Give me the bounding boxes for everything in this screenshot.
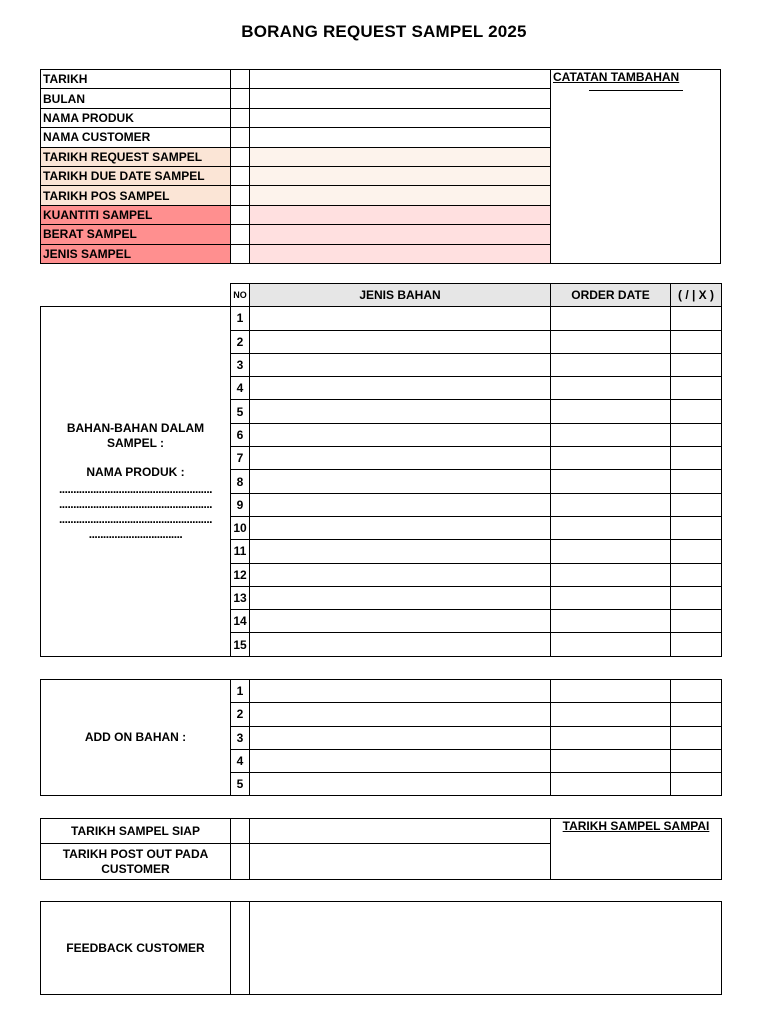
jenis-bahan-cell[interactable] xyxy=(250,516,551,539)
addon-bahan-cell[interactable] xyxy=(250,726,551,749)
notes-underline xyxy=(589,90,683,91)
table-row xyxy=(41,307,722,330)
side-label-bahan: BAHAN-BAHAN DALAM SAMPEL : xyxy=(66,421,205,451)
order-date-cell[interactable] xyxy=(551,447,671,470)
addon-order-date-cell[interactable] xyxy=(551,773,671,796)
row-number: 4 xyxy=(231,377,250,400)
mid-cell xyxy=(231,244,250,263)
order-date-cell[interactable] xyxy=(551,633,671,656)
mid-cell xyxy=(231,205,250,224)
addon-table xyxy=(40,679,722,796)
info-label: TARIKH DUE DATE SAMPEL xyxy=(41,166,231,185)
jenis-bahan-cell[interactable] xyxy=(250,470,551,493)
feedback-value-cell[interactable] xyxy=(250,902,722,995)
order-date-cell[interactable] xyxy=(551,563,671,586)
sampai-cell[interactable] xyxy=(551,819,722,880)
table-row xyxy=(41,680,722,703)
header-no: NO xyxy=(231,284,250,307)
row-number: 2 xyxy=(231,330,250,353)
mid-cell xyxy=(231,902,250,995)
row-number: 10 xyxy=(231,516,250,539)
jenis-bahan-cell[interactable] xyxy=(250,586,551,609)
row-number: 2 xyxy=(231,703,250,726)
siap-value-cell[interactable] xyxy=(250,819,551,844)
info-value-cell[interactable] xyxy=(250,108,551,127)
side-label-nama-produk: NAMA PRODUK : xyxy=(86,465,185,480)
label-tarikh-sampel-sampai: TARIKH SAMPEL SAMPAI xyxy=(562,819,710,833)
addon-bahan-cell[interactable] xyxy=(250,773,551,796)
addon-label: ADD ON BAHAN : xyxy=(41,680,231,796)
addon-order-date-cell[interactable] xyxy=(551,680,671,703)
check-cell[interactable] xyxy=(671,470,722,493)
order-date-cell[interactable] xyxy=(551,470,671,493)
row-number: 6 xyxy=(231,423,250,446)
row-number: 9 xyxy=(231,493,250,516)
order-date-cell[interactable] xyxy=(551,586,671,609)
mid-cell xyxy=(231,819,250,844)
jenis-bahan-cell[interactable] xyxy=(250,563,551,586)
addon-order-date-cell[interactable] xyxy=(551,749,671,772)
info-label: TARIKH REQUEST SAMPEL xyxy=(41,147,231,166)
addon-check-cell[interactable] xyxy=(671,773,722,796)
info-label: JENIS SAMPEL xyxy=(41,244,231,263)
row-number: 8 xyxy=(231,470,250,493)
header-order-date: ORDER DATE xyxy=(551,284,671,307)
jenis-bahan-cell[interactable] xyxy=(250,353,551,376)
row-number: 15 xyxy=(231,633,250,656)
info-value-cell[interactable] xyxy=(250,186,551,205)
info-label: TARIKH POS SAMPEL xyxy=(41,186,231,205)
mid-cell xyxy=(231,166,250,185)
header-jenis-bahan: JENIS BAHAN xyxy=(250,284,551,307)
notes-cell[interactable] xyxy=(551,70,721,264)
info-value-cell[interactable] xyxy=(250,70,551,89)
jenis-bahan-cell[interactable] xyxy=(250,423,551,446)
info-value-cell[interactable] xyxy=(250,225,551,244)
row-number: 13 xyxy=(231,586,250,609)
dates-table xyxy=(40,818,722,880)
order-date-cell[interactable] xyxy=(551,493,671,516)
addon-order-date-cell[interactable] xyxy=(551,703,671,726)
mid-cell xyxy=(231,844,250,880)
order-date-cell[interactable] xyxy=(551,307,671,330)
row-number: 3 xyxy=(231,726,250,749)
header-check: ( / | X ) xyxy=(671,284,722,307)
mid-cell xyxy=(231,108,250,127)
label-feedback-customer: FEEDBACK CUSTOMER xyxy=(41,902,231,995)
mid-cell xyxy=(231,128,250,147)
check-cell[interactable] xyxy=(671,586,722,609)
check-cell[interactable] xyxy=(671,493,722,516)
dots-line: ...................................................... xyxy=(58,497,213,512)
jenis-bahan-cell[interactable] xyxy=(250,330,551,353)
order-date-cell[interactable] xyxy=(551,610,671,633)
row-number: 1 xyxy=(231,680,250,703)
mid-cell xyxy=(231,147,250,166)
info-value-cell[interactable] xyxy=(250,166,551,185)
mid-cell xyxy=(231,89,250,108)
mid-cell xyxy=(231,186,250,205)
feedback-table xyxy=(40,901,722,995)
addon-check-cell[interactable] xyxy=(671,703,722,726)
dots-line: ...................................................... xyxy=(58,512,213,527)
order-date-cell[interactable] xyxy=(551,330,671,353)
addon-check-cell[interactable] xyxy=(671,680,722,703)
row-number: 12 xyxy=(231,563,250,586)
jenis-bahan-cell[interactable] xyxy=(250,493,551,516)
order-date-cell[interactable] xyxy=(551,353,671,376)
check-cell[interactable] xyxy=(671,563,722,586)
addon-bahan-cell[interactable] xyxy=(250,680,551,703)
info-label: TARIKH xyxy=(41,70,231,89)
check-cell[interactable] xyxy=(671,377,722,400)
info-value-cell[interactable] xyxy=(250,147,551,166)
row-number: 14 xyxy=(231,610,250,633)
label-tarikh-post-out: TARIKH POST OUT PADA CUSTOMER xyxy=(41,844,231,880)
order-date-cell[interactable] xyxy=(551,423,671,446)
addon-check-cell[interactable] xyxy=(671,749,722,772)
row-number: 11 xyxy=(231,540,250,563)
info-label: BULAN xyxy=(41,89,231,108)
jenis-bahan-cell[interactable] xyxy=(250,307,551,330)
jenis-bahan-cell[interactable] xyxy=(250,400,551,423)
check-cell[interactable] xyxy=(671,307,722,330)
check-cell[interactable] xyxy=(671,633,722,656)
blank-cell xyxy=(41,284,231,307)
label-tarikh-sampel-siap: TARIKH SAMPEL SIAP xyxy=(41,819,231,844)
order-date-cell[interactable] xyxy=(551,516,671,539)
row-number: 5 xyxy=(231,773,250,796)
info-value-cell[interactable] xyxy=(250,205,551,224)
check-cell[interactable] xyxy=(671,400,722,423)
notes-title: CATATAN TAMBAHAN xyxy=(553,70,680,84)
mid-cell xyxy=(231,70,250,89)
row-number: 1 xyxy=(231,307,250,330)
order-date-cell[interactable] xyxy=(551,377,671,400)
info-value-cell[interactable] xyxy=(250,128,551,147)
materials-table xyxy=(40,283,722,657)
info-label: NAMA CUSTOMER xyxy=(41,128,231,147)
order-date-cell[interactable] xyxy=(551,540,671,563)
page-title: BORANG REQUEST SAMPEL 2025 xyxy=(241,22,527,41)
order-date-cell[interactable] xyxy=(551,400,671,423)
info-label: BERAT SAMPEL xyxy=(41,225,231,244)
jenis-bahan-cell[interactable] xyxy=(250,377,551,400)
jenis-bahan-cell[interactable] xyxy=(250,610,551,633)
row-number: 7 xyxy=(231,447,250,470)
info-label: NAMA PRODUK xyxy=(41,108,231,127)
row-number: 5 xyxy=(231,400,250,423)
check-cell[interactable] xyxy=(671,516,722,539)
jenis-bahan-cell[interactable] xyxy=(250,540,551,563)
row-number: 4 xyxy=(231,749,250,772)
check-cell[interactable] xyxy=(671,353,722,376)
post-value-cell[interactable] xyxy=(250,844,551,880)
check-cell[interactable] xyxy=(671,610,722,633)
row-number: 3 xyxy=(231,353,250,376)
addon-check-cell[interactable] xyxy=(671,726,722,749)
addon-bahan-cell[interactable] xyxy=(250,749,551,772)
check-cell[interactable] xyxy=(671,540,722,563)
addon-order-date-cell[interactable] xyxy=(551,726,671,749)
mid-cell xyxy=(231,225,250,244)
materials-side-label xyxy=(41,307,231,656)
info-value-cell[interactable] xyxy=(250,89,551,108)
jenis-bahan-cell[interactable] xyxy=(250,633,551,656)
info-table xyxy=(40,69,721,264)
dots-line: ................................. xyxy=(88,527,183,542)
info-value-cell[interactable] xyxy=(250,244,551,263)
check-cell[interactable] xyxy=(671,447,722,470)
check-cell[interactable] xyxy=(671,423,722,446)
addon-bahan-cell[interactable] xyxy=(250,703,551,726)
check-cell[interactable] xyxy=(671,330,722,353)
info-label: KUANTITI SAMPEL xyxy=(41,205,231,224)
dots-line: ...................................................... xyxy=(58,482,213,497)
jenis-bahan-cell[interactable] xyxy=(250,447,551,470)
